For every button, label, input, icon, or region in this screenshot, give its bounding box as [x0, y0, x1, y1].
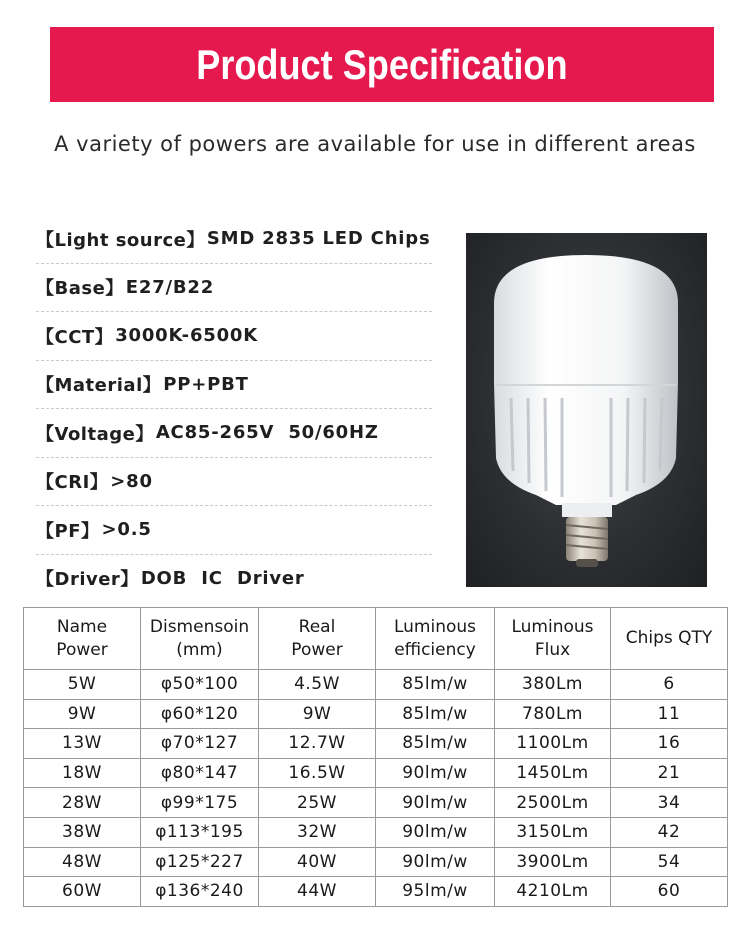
table-header-row: [24, 608, 728, 670]
subtitle: A variety of powers are available for use in different areas: [54, 132, 696, 156]
table-cell: 90lm/w: [376, 847, 495, 877]
column-header: Dismensoin (mm): [141, 608, 259, 670]
spec-key: 【CCT】: [36, 326, 114, 348]
table-cell: 1100Lm: [495, 729, 611, 759]
table-cell: 2500Lm: [495, 788, 611, 818]
table-cell: 12.7W: [259, 729, 376, 759]
table-cell: 780Lm: [495, 699, 611, 729]
table-cell: 85lm/w: [376, 670, 495, 700]
table-cell: 3150Lm: [495, 817, 611, 847]
table-cell: 38W: [24, 817, 141, 847]
table-cell: φ50*100: [141, 670, 259, 700]
spec-value: >80: [110, 470, 153, 492]
table-row: [24, 670, 728, 700]
spec-key: 【Light source】: [36, 229, 205, 251]
table-cell: 4.5W: [259, 670, 376, 700]
table-cell: φ60*120: [141, 699, 259, 729]
table-cell: φ99*175: [141, 788, 259, 818]
spec-value: >0.5: [101, 519, 152, 541]
table-cell: φ70*127: [141, 729, 259, 759]
product-photo: [466, 233, 707, 587]
spec-value: PP+PBT: [163, 373, 249, 395]
spec-value: 3000K-6500K: [115, 325, 259, 347]
table-cell: 6: [611, 670, 728, 700]
table-cell: 90lm/w: [376, 817, 495, 847]
table-cell: 9W: [259, 699, 376, 729]
table-row: [24, 877, 728, 907]
spec-key: 【Material】: [36, 375, 162, 397]
table-cell: 21: [611, 758, 728, 788]
table-cell: 11: [611, 699, 728, 729]
table-cell: 16.5W: [259, 758, 376, 788]
table-row: [24, 788, 728, 818]
table-cell: 48W: [24, 847, 141, 877]
spec-row: [36, 361, 432, 410]
table-row: [24, 699, 728, 729]
spec-key: 【Driver】: [36, 569, 139, 591]
table-row: [24, 817, 728, 847]
table-cell: 60W: [24, 877, 141, 907]
table-cell: 85lm/w: [376, 729, 495, 759]
spec-list: [36, 215, 432, 602]
column-header: Chips QTY: [611, 608, 728, 670]
table-cell: 380Lm: [495, 670, 611, 700]
table-cell: 60: [611, 877, 728, 907]
table-cell: 40W: [259, 847, 376, 877]
table-cell: 13W: [24, 729, 141, 759]
table-cell: φ125*227: [141, 847, 259, 877]
table-cell: 42: [611, 817, 728, 847]
spec-key: 【CRI】: [36, 472, 109, 494]
spec-row: [36, 458, 432, 507]
spec-row: [36, 264, 432, 313]
table-row: [24, 729, 728, 759]
table-row: [24, 758, 728, 788]
table-cell: 18W: [24, 758, 141, 788]
spec-value: DOB IC Driver: [140, 567, 305, 589]
table-cell: 34: [611, 788, 728, 818]
table-cell: φ80*147: [141, 758, 259, 788]
spec-key: 【Base】: [36, 278, 124, 300]
led-bulb-icon: [466, 233, 707, 587]
spec-value: E27/B22: [125, 276, 215, 298]
table-cell: 3900Lm: [495, 847, 611, 877]
spec-value: SMD 2835 LED Chips: [206, 228, 431, 250]
column-header: Luminous efficiency: [376, 608, 495, 670]
column-header: Name Power: [24, 608, 141, 670]
table-row: [24, 847, 728, 877]
table-cell: 95lm/w: [376, 877, 495, 907]
table-cell: 54: [611, 847, 728, 877]
table-cell: 32W: [259, 817, 376, 847]
table-cell: 16: [611, 729, 728, 759]
table-cell: 90lm/w: [376, 758, 495, 788]
spec-row: [36, 555, 432, 603]
column-header: Real Power: [259, 608, 376, 670]
table-cell: 25W: [259, 788, 376, 818]
spec-key: 【Voltage】: [36, 423, 154, 445]
column-header: Luminous Flux: [495, 608, 611, 670]
title-banner: [50, 27, 714, 102]
table-cell: 5W: [24, 670, 141, 700]
table-cell: 1450Lm: [495, 758, 611, 788]
page-title: Product Specification: [196, 40, 568, 88]
table-cell: 28W: [24, 788, 141, 818]
table-cell: φ136*240: [141, 877, 259, 907]
table-cell: 4210Lm: [495, 877, 611, 907]
table-cell: 85lm/w: [376, 699, 495, 729]
spec-row: [36, 215, 432, 264]
table-cell: φ113*195: [141, 817, 259, 847]
spec-row: [36, 312, 432, 361]
spec-table: [23, 607, 728, 907]
spec-value: AC85-265V 50/60HZ: [155, 422, 379, 444]
spec-key: 【PF】: [36, 520, 100, 542]
table-cell: 9W: [24, 699, 141, 729]
table-cell: 44W: [259, 877, 376, 907]
spec-row: [36, 409, 432, 458]
spec-row: [36, 506, 432, 555]
table-cell: 90lm/w: [376, 788, 495, 818]
